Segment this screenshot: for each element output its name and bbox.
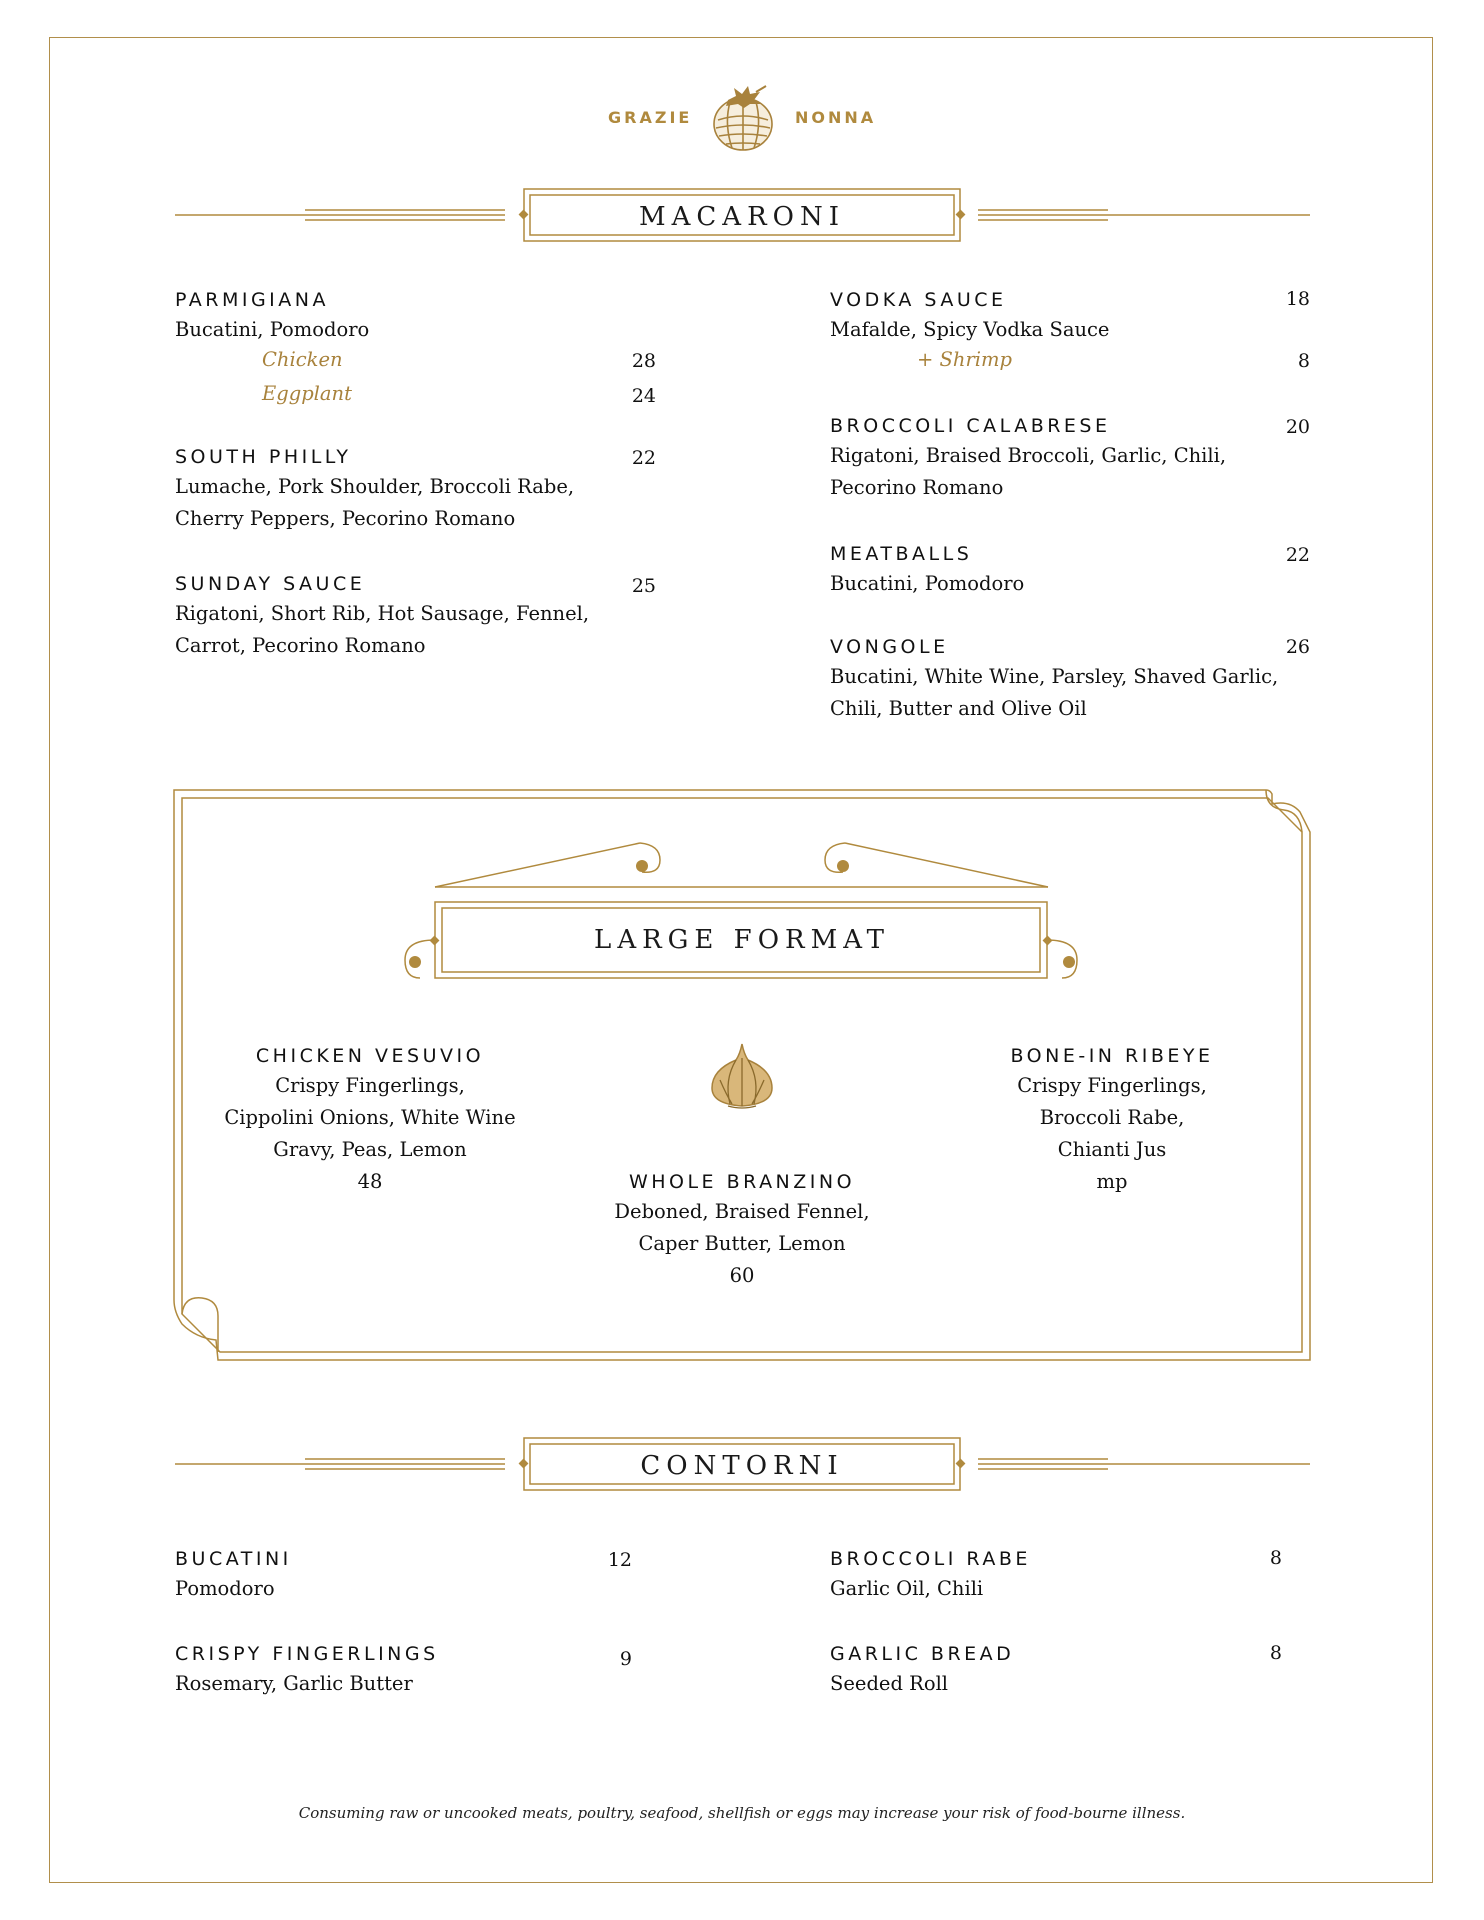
price-meatballs: 22 — [1285, 544, 1310, 566]
menu-item-chicken-vesuvio — [205, 1042, 535, 1198]
price-vodka-sauce: 18 — [1285, 288, 1310, 310]
item-name: MEATBALLS — [830, 543, 973, 565]
option-shrimp: + Shrimp — [917, 348, 1012, 371]
item-desc: Crispy Fingerlings, — [1017, 1074, 1207, 1097]
menu-item-crispy-fingerlings — [175, 1640, 439, 1700]
price-chicken: 28 — [631, 350, 656, 372]
item-desc: Cippolini Onions, White Wine — [224, 1106, 516, 1129]
item-name: WHOLE BRANZINO — [628, 1171, 856, 1193]
item-desc: Gravy, Peas, Lemon — [273, 1138, 467, 1161]
item-name: BROCCOLI RABE — [830, 1548, 1031, 1570]
item-name: SOUTH PHILLY — [175, 446, 352, 468]
item-name: CHICKEN VESUVIO — [255, 1045, 485, 1067]
option-chicken: Chicken — [262, 348, 343, 371]
option-eggplant: Eggplant — [262, 382, 352, 405]
item-desc: Rigatoni, Short Rib, Hot Sausage, Fennel, — [175, 602, 590, 625]
item-name: PARMIGIANA — [175, 289, 329, 311]
item-desc: Rosemary, Garlic Butter — [175, 1672, 413, 1695]
item-name: BUCATINI — [175, 1548, 292, 1570]
price-eggplant: 24 — [631, 385, 656, 407]
menu-item-garlic-bread — [830, 1640, 1014, 1700]
item-desc: Bucatini, Pomodoro — [175, 318, 370, 341]
footer-disclaimer: Consuming raw or uncooked meats, poultry, seafood, shellfish or eggs may increase your risk of food-bourne illness. — [298, 1804, 1186, 1822]
item-price: 60 — [729, 1264, 755, 1287]
contorni-header — [0, 1437, 1484, 1497]
item-desc: Carrot, Pecorino Romano — [175, 634, 426, 657]
price-broccoli-calabrese: 20 — [1285, 416, 1310, 438]
price-vongole: 26 — [1285, 636, 1310, 658]
item-desc: Chili, Butter and Olive Oil — [830, 697, 1087, 720]
item-desc: Crispy Fingerlings, — [275, 1074, 465, 1097]
price-garlic-bread: 8 — [1269, 1642, 1282, 1664]
item-desc: Bucatini, White Wine, Parsley, Shaved Garlic, — [830, 665, 1279, 688]
price-bucatini: 12 — [607, 1549, 632, 1571]
item-desc: Cherry Peppers, Pecorino Romano — [175, 507, 516, 530]
item-name: VODKA SAUCE — [830, 289, 1007, 311]
price-broccoli-rabe: 8 — [1269, 1547, 1282, 1569]
menu-item-bone-in-ribeye — [947, 1042, 1277, 1198]
item-desc: Lumache, Pork Shoulder, Broccoli Rabe, — [175, 475, 575, 498]
price-south-philly: 22 — [631, 447, 656, 469]
item-desc: Garlic Oil, Chili — [830, 1577, 984, 1600]
price-sunday-sauce: 25 — [631, 575, 656, 597]
item-desc: Seeded Roll — [830, 1672, 949, 1695]
brand-right: NONNA — [795, 108, 877, 127]
item-desc: Broccoli Rabe, — [1039, 1106, 1185, 1129]
garlic-icon — [706, 1040, 778, 1115]
price-shrimp: 8 — [1297, 350, 1310, 372]
brand-left: GRAZIE — [608, 108, 693, 127]
item-desc: Chianti Jus — [1057, 1138, 1167, 1161]
item-price: 48 — [357, 1170, 383, 1193]
item-desc: Bucatini, Pomodoro — [830, 572, 1025, 595]
item-desc: Rigatoni, Braised Broccoli, Garlic, Chili, — [830, 444, 1227, 467]
menu-item-whole-branzino — [577, 1168, 907, 1292]
item-desc: Caper Butter, Lemon — [638, 1232, 846, 1255]
item-price: mp — [1096, 1170, 1128, 1193]
item-desc: Deboned, Braised Fennel, — [614, 1200, 870, 1223]
item-name: SUNDAY SAUCE — [175, 573, 366, 595]
section-title-large-format: LARGE FORMAT — [594, 925, 890, 955]
item-name: GARLIC BREAD — [830, 1643, 1015, 1665]
item-name: VONGOLE — [830, 636, 949, 658]
section-title-contorni: CONTORNI — [640, 1451, 844, 1481]
section-title-macaroni: MACARONI — [639, 202, 845, 232]
item-desc: Pecorino Romano — [830, 476, 1004, 499]
menu-item-bucatini — [175, 1545, 292, 1605]
item-desc: Mafalde, Spicy Vodka Sauce — [830, 318, 1110, 341]
item-name: BONE-IN RIBEYE — [1010, 1045, 1214, 1067]
item-name: BROCCOLI CALABRESE — [830, 415, 1111, 437]
item-desc: Pomodoro — [175, 1577, 275, 1600]
price-crispy-fingerlings: 9 — [619, 1648, 632, 1670]
item-name: CRISPY FINGERLINGS — [175, 1643, 439, 1665]
menu-item-broccoli-rabe — [830, 1545, 1031, 1605]
